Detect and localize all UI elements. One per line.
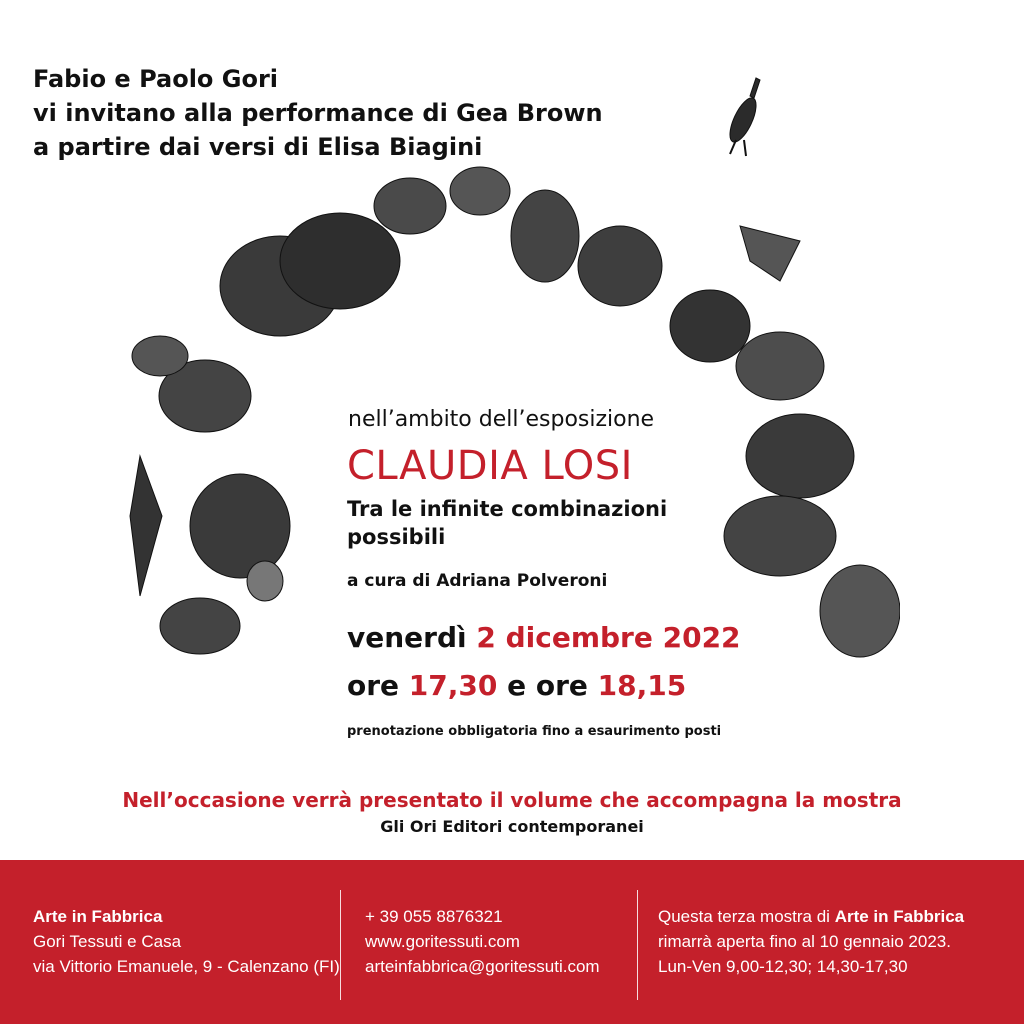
intro-line-performance: vi invitano alla performance di Gea Brown [33, 99, 603, 127]
time2-label: e ore [507, 669, 588, 702]
venue-info [33, 904, 340, 979]
opening-line2: rimarrà aperta fino al 10 gennaio 2023. [658, 932, 951, 951]
time2-value: 18,15 [597, 669, 687, 702]
email-link[interactable]: arteinfabbrica@goritessuti.com [365, 957, 600, 976]
event-date [347, 621, 741, 654]
venue-address: via Vittorio Emanuele, 9 - Calenzano (FI) [33, 957, 340, 976]
venue-name: Arte in Fabbrica [33, 907, 163, 926]
venue-company: Gori Tessuti e Casa [33, 932, 182, 951]
opening-hours: Lun-Ven 9,00-12,30; 14,30-17,30 [658, 957, 908, 976]
bird-icon [725, 78, 762, 156]
phone-number: + 39 055 8876321 [365, 907, 503, 926]
time1-label: ore [347, 669, 400, 702]
exhibition-context: nell’ambito dell’esposizione [348, 407, 655, 432]
contact-info [365, 904, 600, 979]
book-announcement: Nell’occasione verrà presentato il volume che accompagna la mostra [122, 788, 902, 812]
footer-band [0, 860, 1024, 1024]
footer-divider [637, 890, 638, 1000]
event-date-value: 2 dicembre 2022 [476, 621, 741, 654]
website-link[interactable]: www.goritessuti.com [365, 932, 520, 951]
opening-venue: Arte in Fabbrica [834, 907, 965, 926]
opening-line1 [658, 904, 964, 929]
event-times [347, 669, 686, 702]
opening-info [658, 904, 964, 979]
footer-divider [340, 890, 341, 1000]
artist-name: CLAUDIA LOSI [347, 443, 633, 489]
curator-credit: a cura di Adriana Polveroni [347, 571, 608, 591]
intro-line-hosts: Fabio e Paolo Gori [33, 65, 279, 93]
time1-value: 17,30 [408, 669, 498, 702]
intro-line-verses: a partire dai versi di Elisa Biagini [33, 133, 483, 161]
exhibition-title: Tra le infinite combinazioni possibili [347, 497, 668, 549]
opening-prefix: Questa terza mostra di [658, 907, 830, 926]
booking-note: prenotazione obbligatoria fino a esaurimento posti [347, 724, 722, 739]
publisher-name: Gli Ori Editori contemporanei [380, 817, 644, 836]
event-day: venerdì [347, 621, 467, 654]
